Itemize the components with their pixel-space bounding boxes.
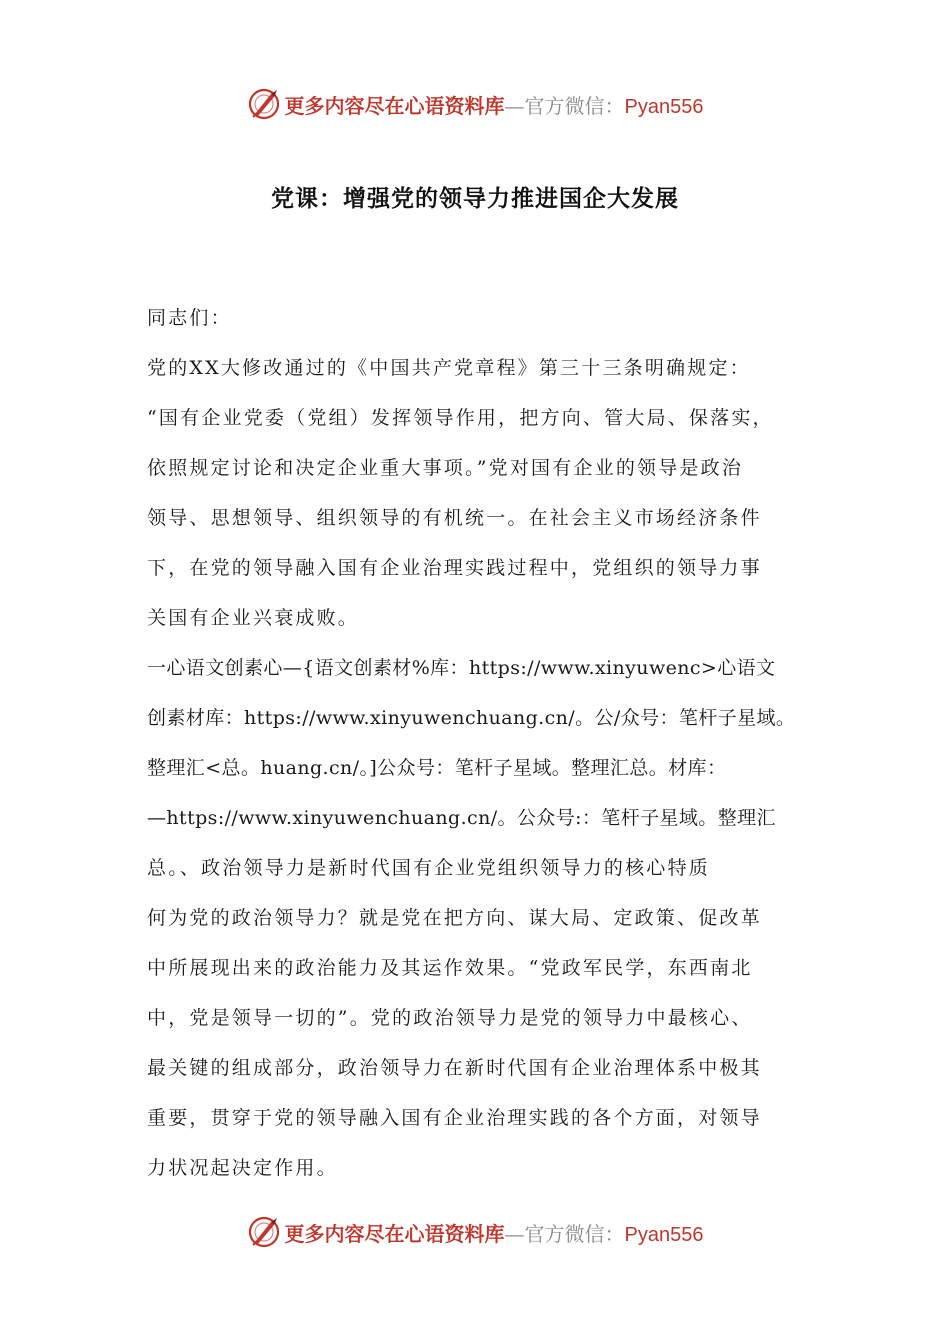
body-line: 重要，贯穿于党的领导融入国有企业治理实践的各个方面，对领导 — [147, 1107, 762, 1129]
body-line: 力状况起决定作用。 — [147, 1157, 338, 1179]
quill-pen-logo-icon — [247, 1215, 281, 1249]
footer-banner-official: 官方微信： — [524, 1221, 625, 1246]
body-line: 依照规定讨论和决定企业重大事项。”党对国有企业的领导是政治 — [147, 457, 744, 479]
footer-banner-dash: — — [504, 1221, 525, 1246]
body-line: 中，党是领导一切的”。党的政治领导力是党的领导力中最核心、 — [147, 1007, 753, 1029]
body-line: “国有企业党委（党组）发挥领导作用，把方向、管大局、保落实， — [147, 407, 774, 429]
body-line: 创素材库：https://www.xinyuwenchuang.cn/。公/众号：笔杆子星域。 — [147, 707, 796, 729]
header-banner — [0, 84, 950, 124]
header-banner-wechat-id: Pyan556 — [624, 95, 704, 118]
body-line: 一心语文创素心—{语文创素材%库：https://www.xinyuwenc>心语文 — [147, 657, 776, 679]
body-line: 中所展现出来的政治能力及其运作效果。“党政军民学，东西南北 — [147, 957, 753, 979]
body-line: 总。、政治领导力是新时代国有企业党组织领导力的核心特质 — [147, 857, 710, 879]
header-banner-dash: — — [504, 93, 525, 118]
body-line: 领导、思想领导、组织领导的有机统一。在社会主义市场经济条件 — [147, 507, 762, 529]
body-line: 关国有企业兴衰成败。 — [147, 607, 360, 629]
body-line: 党的XX大修改通过的《中国共产党章程》第三十三条明确规定： — [147, 357, 751, 379]
footer-banner-text — [285, 1218, 704, 1247]
footer-banner-wechat-id: Pyan556 — [624, 1223, 704, 1246]
body-line: 整理汇<总。huang.cn/。]公众号：笔杆子星域。整理汇总。材库： — [147, 757, 727, 779]
document-body — [147, 293, 813, 1193]
body-line: 最关键的组成部分，政治领导力在新时代国有企业治理体系中极其 — [147, 1057, 762, 1079]
footer-banner — [0, 1212, 950, 1252]
header-banner-official: 官方微信： — [524, 93, 625, 118]
header-banner-text — [285, 90, 704, 119]
header-banner-label: 更多内容尽在心语资料库 — [284, 93, 505, 118]
body-line: 下，在党的领导融入国有企业治理实践过程中，党组织的领导力事 — [147, 557, 762, 579]
body-line: 何为党的政治领导力？就是党在把方向、谋大局、定政策、促改革 — [147, 907, 762, 929]
document-title: 党课：增强党的领导力推进国企大发展 — [271, 186, 679, 212]
body-line: —https://www.xinyuwenchuang.cn/。公众号:：笔杆子星域。整理汇 — [147, 807, 776, 829]
quill-pen-logo-icon — [247, 87, 281, 121]
body-line: 同志们： — [147, 307, 232, 329]
footer-banner-label: 更多内容尽在心语资料库 — [284, 1221, 505, 1246]
